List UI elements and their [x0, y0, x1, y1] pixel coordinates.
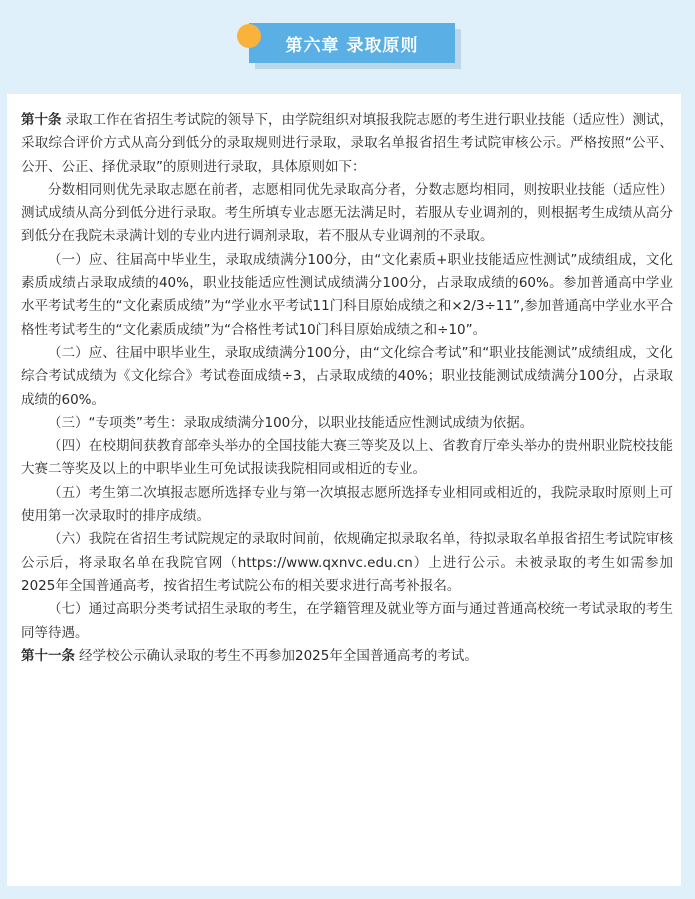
article-10-item-7: （七）通过高职分类考试招生录取的考生，在学籍管理及就业等方面与通过普通高校统一考试录取的考生同等待遇。	[21, 601, 673, 641]
article-10-item-1: （一）应、往届高中毕业生，录取成绩满分100分，由“文化素质+职业技能适应性测试”成绩组成，文化素质成绩占录取成绩的40%，职业技能适应性测试成绩满分100分，占录取成绩的60%。参加普通高中学业水平考试考生的“文化素质成绩”为“学业水平考试11门科目原始成绩之和×2/3÷11”,参加普通高中学业水平合格性考试考生的“文化素质成绩”为“合格性考试10门科目原始成绩之和÷10”。	[21, 251, 673, 338]
article-10-item-3: （三）“专项类”考生：录取成绩满分100分，以职业技能适应性测试成绩为依据。	[48, 414, 534, 431]
article-10-item-2: （二）应、往届中职毕业生，录取成绩满分100分，由“文化综合考试”和“职业技能测试”成绩组成，文化综合考试成绩为《文化综合》考试卷面成绩÷3，占录取成绩的40%；职业技能测试成绩满分100分，占录取成绩的60%。	[21, 344, 673, 408]
chapter-title: 第六章 录取原则	[249, 23, 455, 63]
article-11	[21, 645, 673, 668]
article-10-item-5: （五）考生第二次填报志愿所选择专业与第一次填报志愿所选择专业相同或相近的，我院录取时原则上可使用第一次录取时的排序成绩。	[21, 484, 673, 525]
header-dot-decoration	[237, 24, 261, 48]
article-10-priority-paragraph: 分数相同则优先录取志愿在前者，志愿相同优先录取高分者，分数志愿均相同，则按职业技能（适应性）测试成绩从高分到低分进行录取。考生所填专业志愿无法满足时，若服从专业调剂的，则根据考生成绩从高分到低分在我院未录满计划的专业内进行调剂录取，若不服从专业调剂的不录取。	[21, 181, 673, 245]
article-10-item-4: （四）在校期间获教育部牵头举办的全国技能大赛三等奖及以上、省教育厅牵头举办的贵州职业院校技能大赛二等奖及以上的中职毕业生可免试报读我院相同或相近的专业。	[21, 438, 673, 478]
article-content	[21, 109, 673, 668]
chapter-header	[237, 20, 467, 68]
article-10-number: 第十条	[21, 112, 62, 128]
article-11-text: 经学校公示确认录取的考生不再参加2025年全国普通高考的考试。	[79, 647, 478, 664]
article-10-intro	[21, 109, 673, 179]
article-11-number: 第十一条	[21, 647, 75, 664]
article-10-text: 录取工作在省招生考试院的领导下，由学院组织对填报我院志愿的考生进行职业技能（适应性）测试，采取综合评价方式从高分到低分的录取规则进行录取，录取名单报省招生考试院审核公示。严格按照“公平、公开、公正、择优录取”的原则进行录取，具体原则如下：	[21, 112, 673, 175]
article-10-item-6: （六）我院在省招生考试院规定的录取时间前，依规确定拟录取名单，待拟录取名单报省招生考试院审核公示后，将录取名单在我院官网（https://www.qxnvc.edu.cn）上进行公示。未被录取的考生如需参加2025年全国普通高考，按省招生考试院公布的相关要求进行高考补报名。	[21, 531, 673, 594]
